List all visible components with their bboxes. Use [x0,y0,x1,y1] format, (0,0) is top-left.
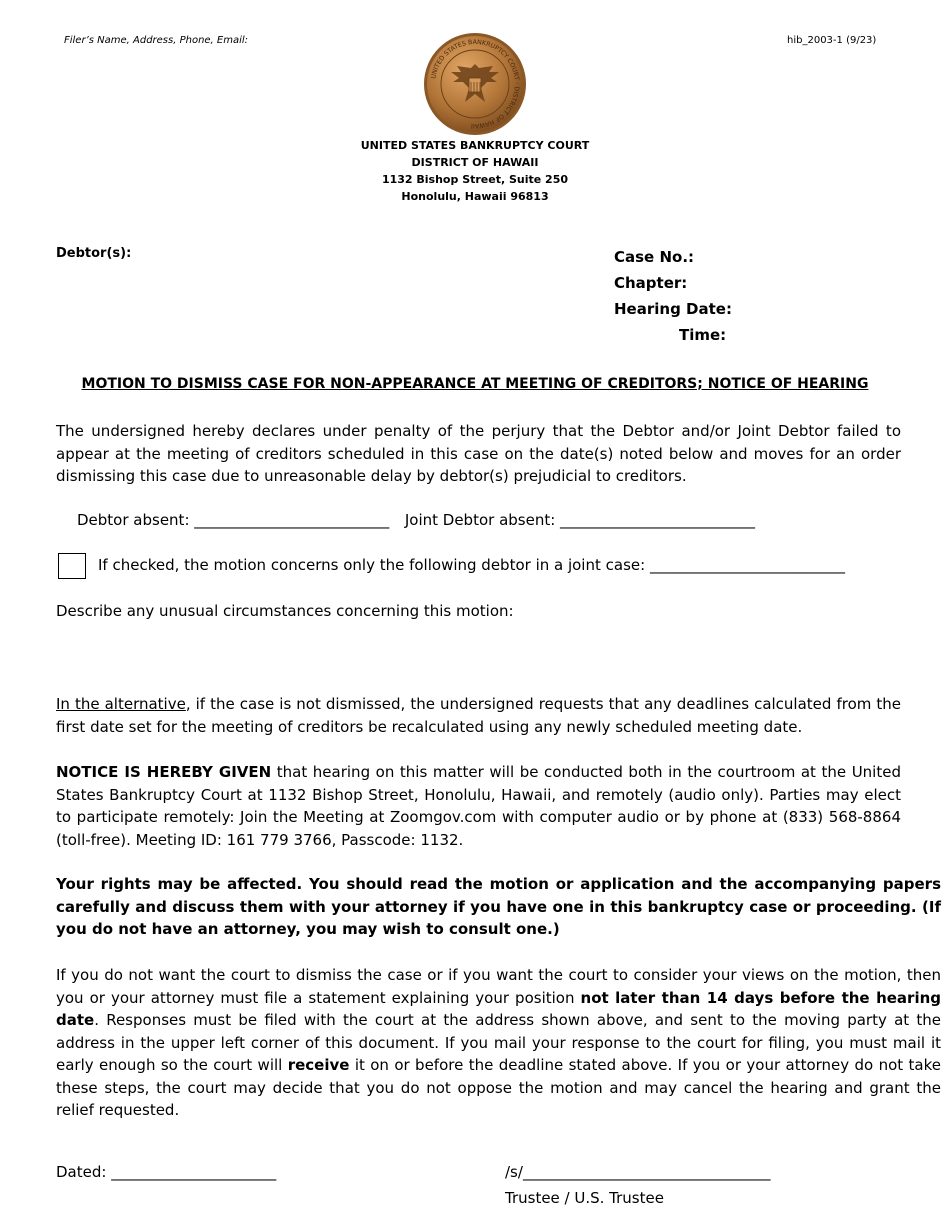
court-seal-icon [423,32,527,136]
dated-field[interactable]: ______________________ [111,1163,277,1181]
document-title: MOTION TO DISMISS CASE FOR NON-APPEARANCE AT MEETING OF CREDITORS; NOTICE OF HEARING [81,376,869,392]
response-text-1: If you do not want the court to dismiss the case or if you want the court to consider your views on the motion, then you or your attorney must file a statement explaining your position [56,966,941,1007]
declaration-paragraph: The undersigned hereby declares under penalty of the perjury that the Debtor and/or Joint Debtor failed to appear at the meeting of creditors scheduled in this case on the date(s) noted below and moves for an order dismissing this case due to unreasonable delay by debtor(s) prejudicial to creditors. [56,422,901,485]
signature-title: Trustee / U.S. Trustee [505,1189,664,1207]
debtors-label: Debtor(s): [56,246,132,261]
case-info-block [614,244,732,348]
alternative-paragraph [56,693,901,738]
court-name: UNITED STATES BANKRUPTCY COURT [360,139,590,152]
time-label: Time: [679,326,727,344]
rights-paragraph: Your rights may be affected. You should read the motion or application and the accompanying papers carefully and discuss them with your attorney if you have one in this bankruptcy case or proceeding. (If you do not have an attorney, you may wish to consult one.) [56,875,941,938]
checkbox-line [98,556,845,574]
hearing-date-label: Hearing Date: [614,300,732,318]
case-no-label: Case No.: [614,248,695,266]
joint-case-checkbox[interactable] [58,553,86,579]
alternative-text: , if the case is not dismissed, the undersigned requests that any deadlines calculated from the first date set for the meeting of creditors be recalculated using any newly scheduled meeting date. [56,695,902,736]
signature-field[interactable]: _________________________________ [522,1163,771,1181]
absence-line [77,511,755,529]
chapter-label: Chapter: [614,274,688,292]
unusual-circumstances-label: Describe any unusual circumstances concerning this motion: [56,602,514,620]
response-paragraph [56,964,941,1122]
court-address-block [250,137,700,205]
debtor-absent-field[interactable]: __________________________ [194,511,390,529]
response-receive: receive [287,1056,350,1074]
svg-text:UNITED STATES BANKRUPTCY COURT: UNITED STATES BANKRUPTCY COURT · DISTRICT OF HAWAII [430,38,521,130]
checkbox-label: If checked, the motion concerns only the following debtor in a joint case: [98,556,646,574]
response-text-2: . Responses must be filed with the court at the address shown above, and sent to the moving party at the address in the upper left corner of this document. If you mail your response to the court for filing, you must mail it early enough so the court will [56,1011,941,1074]
signature-line [505,1163,770,1181]
debtor-absent-label: Debtor absent: [77,511,190,529]
signature-prefix: /s/ [505,1163,523,1181]
joint-debtor-absent-field[interactable]: __________________________ [560,511,756,529]
joint-case-debtor-field[interactable]: __________________________ [649,556,845,574]
court-city: Honolulu, Hawaii 96813 [401,190,549,203]
notice-heading: NOTICE IS HEREBY GIVEN [56,763,272,781]
form-id: hib_2003-1 (9/23) [787,35,877,46]
alternative-heading: In the alternative [56,695,186,713]
notice-paragraph [56,761,901,851]
dated-line [56,1163,276,1181]
joint-debtor-absent-label: Joint Debtor absent: [404,511,556,529]
response-deadline: not later than 14 days before the hearing date [56,988,942,1029]
court-street: 1132 Bishop Street, Suite 250 [381,173,569,186]
dated-label: Dated: [56,1163,107,1181]
notice-text: that hearing on this matter will be conducted both in the courtroom at the United States Bankruptcy Court at 1132 Bishop Street, Honolulu, Hawaii, and remotely (audio only). Parties may elect to participate remotely: Join the Meeting at Zoomgov.com with computer audio or by phone at (833) 568-8864 (toll-free). Meeting ID: 161 779 3766, Passcode: 1132. [56,763,901,849]
court-district: DISTRICT OF HAWAII [411,156,539,169]
filer-label: Filer’s Name, Address, Phone, Email: [64,35,249,46]
response-text-3: it on or before the deadline stated above. If you or your attorney do not take these steps, the court may decide that you do not oppose the motion and may cancel the hearing and grant the relief requested. [56,1056,942,1119]
